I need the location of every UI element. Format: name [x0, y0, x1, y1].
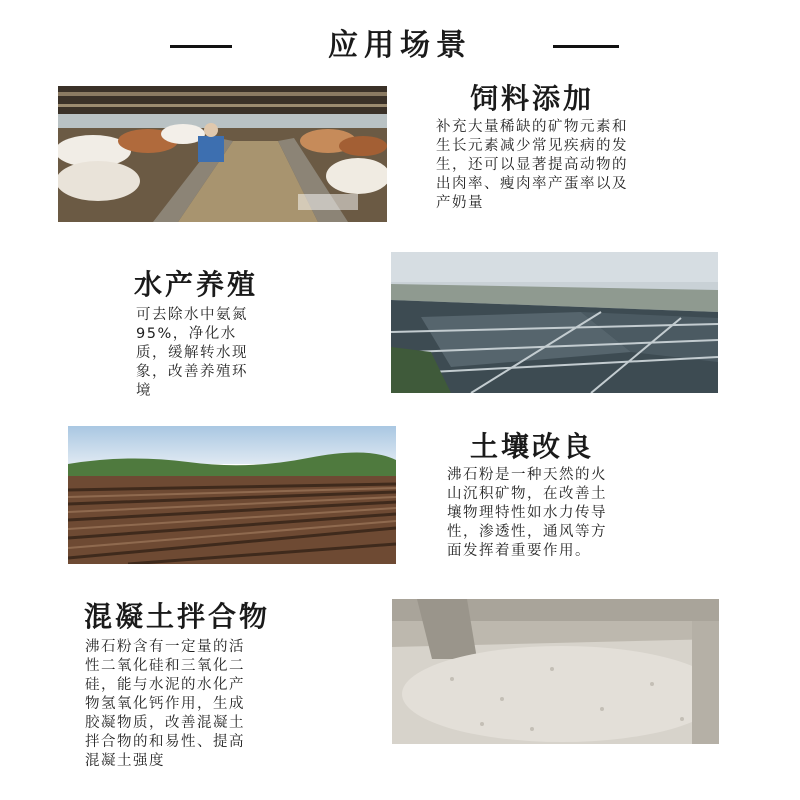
- plowed-field-photo: [68, 426, 396, 564]
- section-text-aquaculture: 可去除水中氨氮 95%，净化水 质，缓解转水现 象，改善养殖环 境: [136, 307, 248, 399]
- cattle-barn-photo: [58, 86, 387, 222]
- section-title-aquaculture: 水产养殖: [134, 268, 259, 301]
- page-header: [0, 26, 800, 66]
- section-title-soil: 土壤改良: [470, 430, 595, 463]
- aquaculture-ponds-photo: [391, 252, 718, 393]
- section-title-concrete: 混凝土拌合物: [84, 600, 271, 633]
- page-title: 应用场景: [328, 28, 472, 63]
- section-text-concrete: 沸石粉含有一定量的活 性二氧化硅和三氧化二 硅，能与水泥的水化产 物氢氧化钙作用，生成 胶凝物质，改善混凝土 拌合物的和易性、提高 混凝土强度: [85, 639, 245, 769]
- section-text-feed: 补充大量稀缺的矿物元素和 生长元素减少常见疾病的发 生，还可以显著提高动物的 出肉率、瘦肉率产蛋率以及 产奶量: [436, 119, 628, 211]
- section-title-feed: 饲料添加: [470, 82, 595, 115]
- section-text-soil: 沸石粉是一种天然的火 山沉积矿物，在改善土 壤物理特性如水力传导 性，渗透性，通风等方 面发挥着重要作用。: [447, 467, 607, 559]
- header-right-rule: [553, 45, 619, 48]
- concrete-pour-photo: [392, 599, 719, 744]
